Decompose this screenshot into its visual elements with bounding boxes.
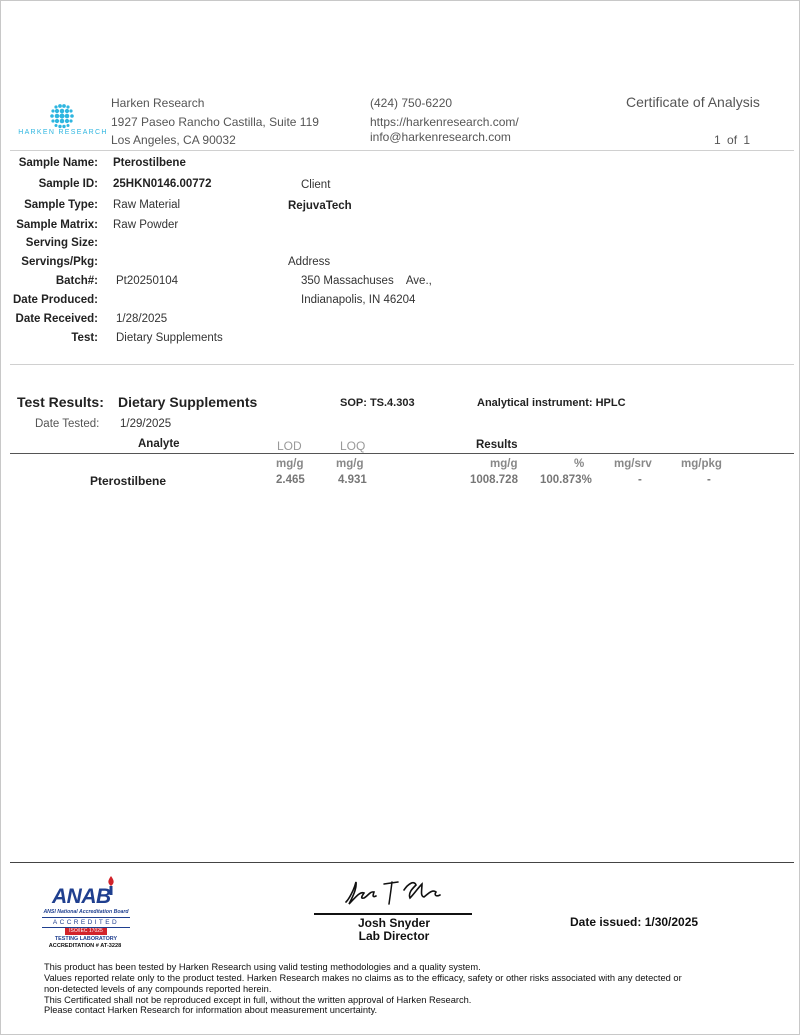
- footer-divider: [10, 862, 794, 863]
- results-heading-label: Test Results:: [17, 394, 104, 410]
- sample-matrix: Raw Powder: [113, 219, 179, 231]
- col-results: Results: [476, 439, 518, 451]
- sample-type-label: Sample Type:: [24, 199, 98, 211]
- signer-title: Lab Director: [358, 929, 430, 943]
- row-mg-g: 1008.728: [470, 474, 518, 486]
- serving-size-label: Serving Size:: [25, 237, 98, 249]
- client-address-line1: 350 Massachuses Ave.,: [301, 275, 432, 287]
- lab-website[interactable]: https://harkenresearch.com/: [370, 115, 519, 129]
- disclaimer-line-4: This Certificated shall not be reproduced except in full, without the written approval of Harken Research.: [44, 995, 472, 1005]
- unit-percent: %: [574, 458, 585, 470]
- lab-name: Harken Research: [111, 96, 205, 110]
- sample-name: Pterostilbene: [113, 157, 186, 169]
- sample-matrix-label: Sample Matrix:: [16, 219, 98, 231]
- batch-label: Batch#:: [55, 275, 98, 287]
- unit-loq: mg/g: [336, 458, 364, 470]
- date-issued: Date issued: 1/30/2025: [570, 915, 699, 929]
- client-name: RejuvaTech: [288, 200, 352, 212]
- unit-mg-pkg: mg/pkg: [681, 458, 722, 470]
- date-received-label: Date Received:: [15, 313, 98, 325]
- unit-mg-g: mg/g: [490, 458, 518, 470]
- lab-address-line1: 1927 Paseo Rancho Castilla, Suite 119: [111, 115, 319, 129]
- row-percent: 100.873%: [540, 474, 592, 486]
- sample-divider: [10, 364, 794, 365]
- page-total: 1: [743, 133, 751, 147]
- unit-lod: mg/g: [276, 458, 304, 470]
- sample-id: 25HKN0146.00772: [113, 178, 212, 190]
- analytical-instrument: Analytical instrument: HPLC: [477, 397, 626, 409]
- test-label: Test:: [71, 332, 98, 344]
- col-lod: LOD: [277, 439, 302, 453]
- date-tested: 1/29/2025: [120, 418, 172, 430]
- test-type: Dietary Supplements: [116, 332, 223, 344]
- anab-logo: ANAB: [52, 885, 111, 908]
- anab-iso: ISO/IEC 17025: [65, 928, 107, 935]
- sample-type: Raw Material: [113, 199, 181, 211]
- row-mg-pkg: -: [707, 474, 711, 486]
- signature-image: [340, 876, 450, 910]
- anab-lab-type: TESTING LABORATORY: [54, 936, 118, 942]
- disclaimer-line-2: Values reported relate only to the product tested. Harken Research makes no claims as to the efficacy, safety or other risks associated with any detected or: [44, 973, 682, 983]
- date-received: 1/28/2025: [116, 313, 168, 325]
- signer-name: Josh Snyder: [357, 916, 431, 930]
- col-analyte: Analyte: [138, 438, 180, 450]
- lab-email[interactable]: info@harkenresearch.com: [370, 130, 511, 144]
- lab-logo: [16, 103, 110, 139]
- molecule-logo-icon: [16, 103, 110, 129]
- col-loq: LOQ: [340, 439, 366, 453]
- results-table-divider: [10, 453, 794, 454]
- date-tested-label: Date Tested:: [35, 418, 100, 430]
- logo-wordmark: HARKEN RESEARCH: [18, 129, 108, 136]
- row-analyte: Pterostilbene: [90, 474, 167, 488]
- sample-id-label: Sample ID:: [38, 178, 98, 190]
- disclaimer-line-5: Please contact Harken Research for information about measurement uncertainty.: [44, 1005, 378, 1015]
- row-mg-srv: -: [638, 474, 642, 486]
- date-produced-label: Date Produced:: [13, 294, 98, 306]
- header-divider: [10, 150, 794, 151]
- document-title: Certificate of Analysis: [626, 94, 760, 110]
- signature-line: [314, 913, 472, 915]
- client-label: Client: [301, 179, 331, 191]
- results-heading: Dietary Supplements: [118, 394, 258, 410]
- page-of: of: [727, 133, 738, 147]
- batch-number: Pt20250104: [116, 275, 179, 287]
- disclaimer-line-3: non-detected levels of any compounds reported herein.: [44, 984, 272, 994]
- servings-label: Servings/Pkg:: [21, 256, 98, 268]
- client-address-line2: Indianapolis, IN 46204: [301, 294, 416, 306]
- anab-number: ACCREDITATION # AT-3228: [48, 943, 122, 949]
- disclaimer-line-1: This product has been tested by Harken Research using valid testing methodologies and a quality system.: [44, 962, 481, 972]
- sample-name-label: Sample Name:: [18, 157, 98, 169]
- lab-address-line2: Los Angeles, CA 90032: [111, 133, 236, 147]
- client-address-label: Address: [288, 256, 331, 268]
- anab-accredited: ACCREDITED: [42, 917, 130, 928]
- lab-phone: (424) 750-6220: [370, 96, 453, 110]
- row-loq: 4.931: [338, 474, 367, 486]
- sop-number: SOP: TS.4.303: [340, 397, 415, 409]
- page-number: [714, 133, 750, 147]
- page-current: 1: [714, 133, 721, 147]
- anab-board: ANSI National Accreditation Board: [43, 909, 129, 915]
- unit-mg-srv: mg/srv: [614, 458, 652, 470]
- row-lod: 2.465: [276, 474, 305, 486]
- anab-badge: [40, 875, 130, 953]
